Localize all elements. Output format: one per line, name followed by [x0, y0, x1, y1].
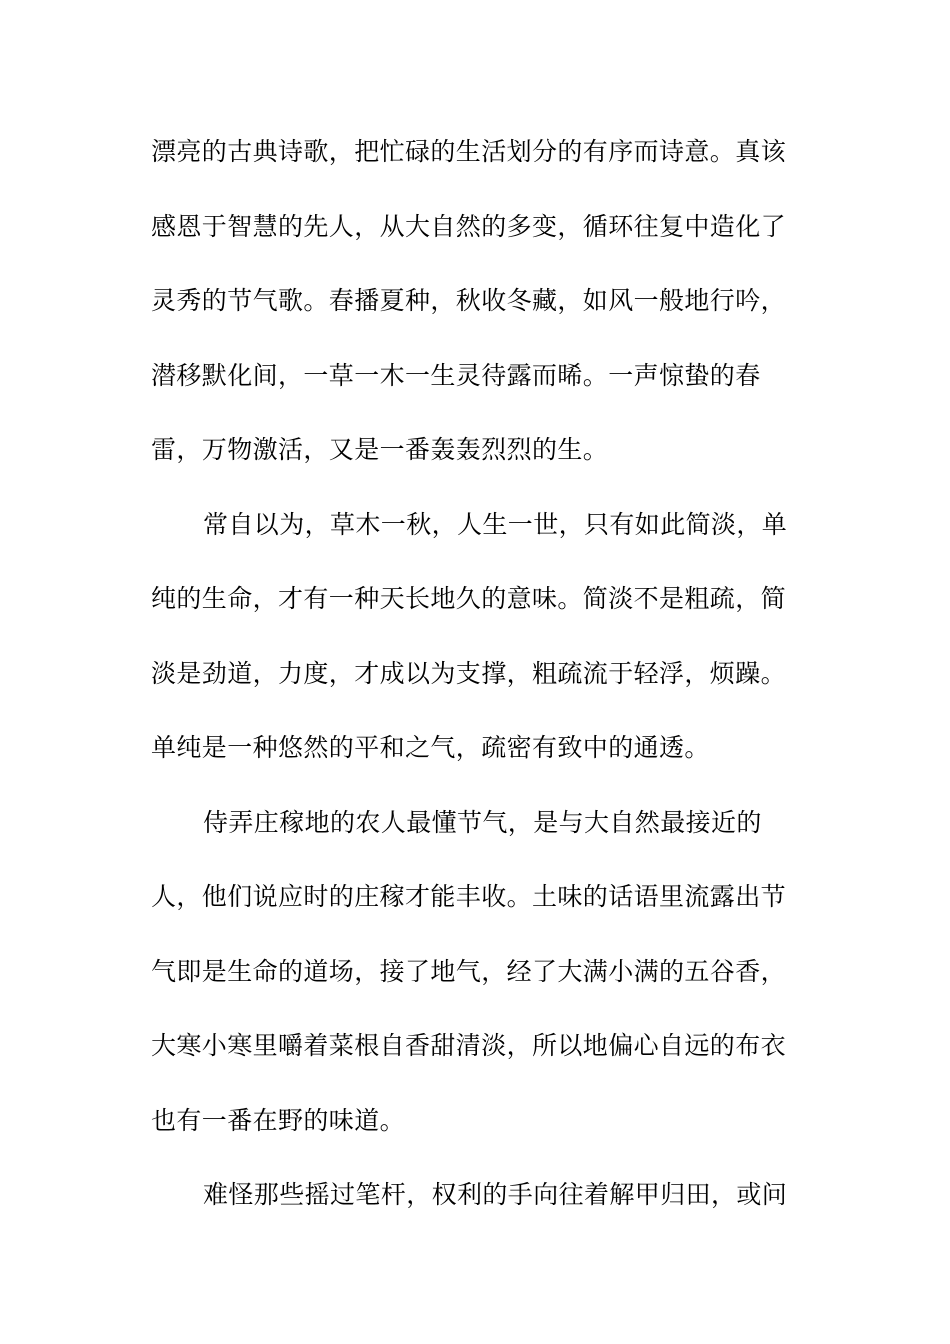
- text-line: 感恩于智慧的先人，从大自然的多变，循环往复中造化了: [151, 211, 787, 241]
- document-body: [151, 128, 791, 1246]
- paragraph-first-line: 难怪那些摇过笔杆，权利的手向往着解甲归田，或问: [203, 1180, 788, 1209]
- text-line: 漂亮的古典诗歌，把忙碌的生活划分的有序而诗意。真该: [151, 137, 787, 166]
- text-line: 潜移默化间，一草一木一生灵待露而晞。一声惊蛰的春: [151, 360, 761, 390]
- text-line: 气即是生命的道场，接了地气，经了大满小满的五谷香，: [151, 956, 787, 986]
- text-line: 灵秀的节气歌。春播夏种，秋收冬藏，如风一般地行吟，: [151, 286, 787, 315]
- paragraph-first-line: 常自以为，草木一秋，人生一世，只有如此简淡，单: [203, 509, 788, 539]
- text-line: 也有一番在野的味道。: [151, 1105, 406, 1135]
- text-line: 纯的生命，才有一种天长地久的意味。简淡不是粗疏，简: [151, 584, 787, 613]
- text-line: 雷，万物激活，又是一番轰轰烈烈的生。: [151, 435, 609, 464]
- text-line: 人，他们说应时的庄稼才能丰收。土味的话语里流露出节: [151, 882, 787, 911]
- paragraph-first-line: 侍弄庄稼地的农人最懂节气，是与大自然最接近的: [203, 807, 762, 837]
- text-line: 单纯是一种悠然的平和之气，疏密有致中的通透。: [151, 733, 710, 762]
- text-line: 大寒小寒里嚼着菜根自香甜清淡，所以地偏心自远的布衣: [151, 1031, 787, 1060]
- text-line: 淡是劲道，力度，才成以为支撑，粗疏流于轻浮，烦躁。: [151, 658, 787, 688]
